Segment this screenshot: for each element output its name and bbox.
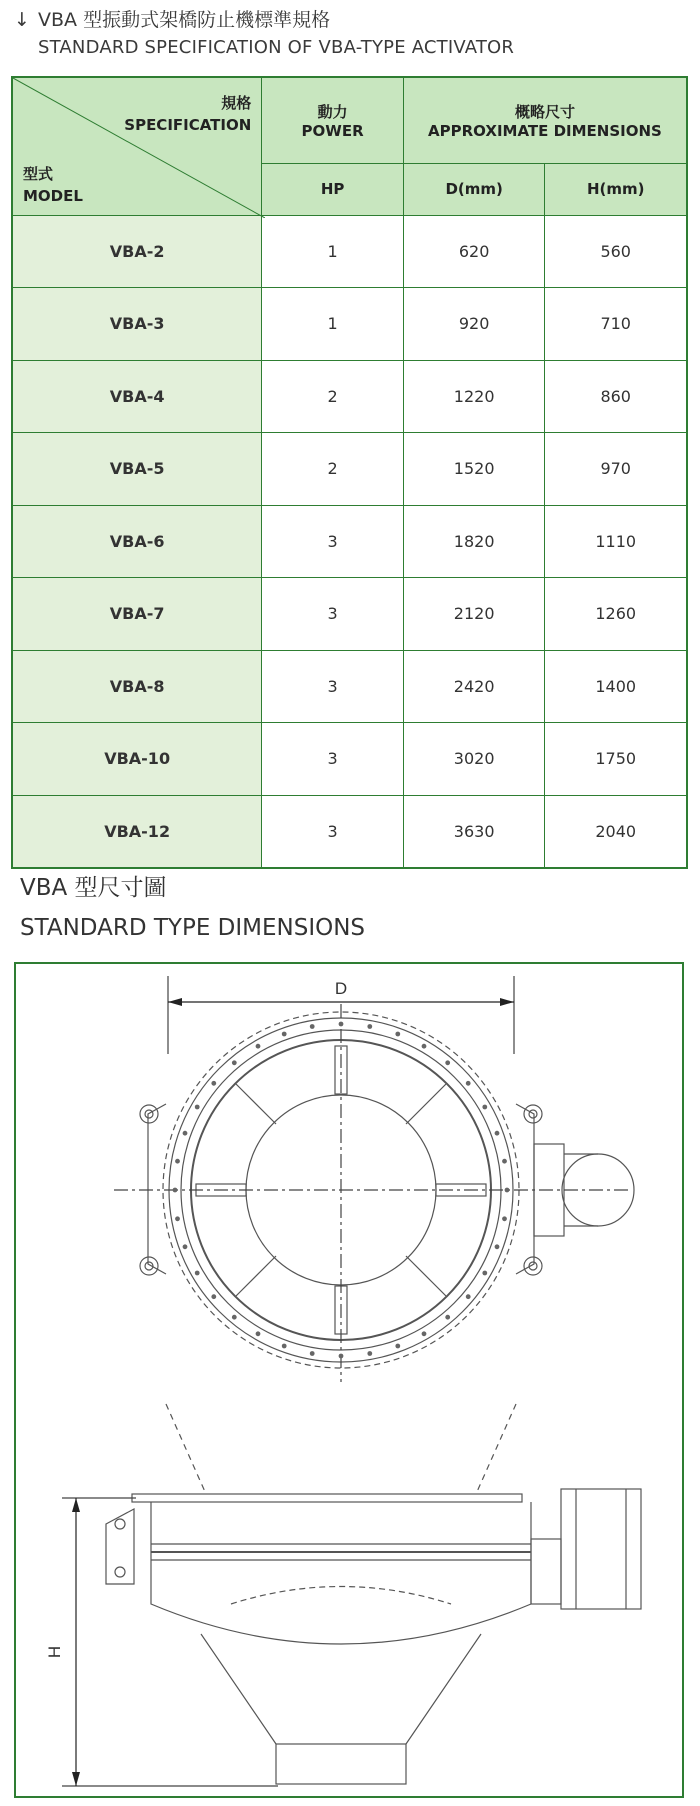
left-bracket [148,1104,166,1274]
bolt-hole [256,1331,261,1336]
technical-drawing [14,962,684,1798]
bolt-hole [422,1044,427,1049]
bolt-hole [395,1032,400,1037]
h-cell: 710 [545,288,687,361]
hp-cell: 3 [262,795,404,868]
drawing-svg [16,964,682,1796]
bolt-hole [445,1060,450,1065]
h-header: H(mm) [545,163,687,215]
h-arrow-top [72,1498,80,1512]
spec-table-body [12,215,687,868]
d-label: D [334,979,348,998]
activator-body [151,1502,531,1644]
power-header-zh: 動力 [317,102,348,121]
d-cell: 1820 [403,505,545,578]
bolt-hole [445,1315,450,1320]
d-cell: 1220 [403,360,545,433]
h-cell: 1400 [545,650,687,723]
d-cell: 3630 [403,795,545,868]
spec-model-header [12,77,262,215]
bolt-hole [367,1024,372,1029]
table-row [12,215,687,288]
table-row [12,795,687,868]
d-cell: 620 [403,215,545,288]
table-row [12,505,687,578]
side-motor-mount [531,1539,561,1604]
bolt-hole [183,1131,188,1136]
dimensions-header [403,77,687,163]
side-view [45,1404,641,1786]
bolt-hole [282,1032,287,1037]
dimensions-section-title [20,868,365,948]
right-bracket [516,1104,534,1274]
hopper-dashed-right [476,1404,516,1494]
bolt-hole [282,1344,287,1349]
title-en: STANDARD SPECIFICATION OF VBA-TYPE ACTIVATOR [38,37,515,58]
title-zh-text: VBA 型振動式架橋防止機標準規格 [38,9,331,31]
d-cell: 920 [403,288,545,361]
hp-header: HP [262,163,404,215]
bolt-hole [502,1216,507,1221]
top-flange [132,1494,522,1502]
h-cell: 560 [545,215,687,288]
hp-cell: 1 [262,288,404,361]
bolt-hole [495,1244,500,1249]
model-cell: VBA-10 [12,723,262,796]
bolt-hole [482,1105,487,1110]
bolt-hole [367,1351,372,1356]
bolt-hole [175,1216,180,1221]
discharge-outlet [276,1744,406,1784]
bolt-hole [232,1060,237,1065]
hp-cell: 2 [262,433,404,506]
bolt-hole [466,1081,471,1086]
h-label: H [45,1645,64,1659]
bolt-hole [211,1294,216,1299]
d-header: D(mm) [403,163,545,215]
spec-table [11,76,688,869]
top-view [114,976,634,1382]
bolt-hole [339,1354,344,1359]
title-zh [14,6,514,34]
section-title-en: STANDARD TYPE DIMENSIONS [20,915,366,941]
model-label [23,163,83,207]
discharge-cone [201,1634,481,1744]
d-cell: 2120 [403,578,545,651]
model-cell: VBA-12 [12,795,262,868]
bolt-hole [310,1024,315,1029]
model-cell: VBA-7 [12,578,262,651]
table-row [12,360,687,433]
table-row [12,288,687,361]
h-cell: 1260 [545,578,687,651]
side-left-bracket [106,1509,134,1584]
h-cell: 970 [545,433,687,506]
hopper-dashed-left [166,1404,206,1494]
dimensions-header-zh: 概略尺寸 [514,102,575,121]
h-arrow-bottom [72,1772,80,1786]
bolt-hole [495,1131,500,1136]
model-cell: VBA-4 [12,360,262,433]
bolt-hole [395,1344,400,1349]
bolt-hole [466,1294,471,1299]
hp-cell: 2 [262,360,404,433]
bolt-hole [505,1188,510,1193]
bolt-hole [310,1351,315,1356]
dimensions-header-en: APPROXIMATE DIMENSIONS [428,121,662,140]
inner-cone-dashed [231,1587,451,1605]
power-header [262,77,404,163]
model-cell: VBA-8 [12,650,262,723]
bolt-hole [256,1044,261,1049]
hp-cell: 3 [262,505,404,578]
bolt-hole [339,1022,344,1027]
hp-cell: 3 [262,723,404,796]
h-cell: 1750 [545,723,687,796]
model-cell: VBA-6 [12,505,262,578]
table-row [12,650,687,723]
spec-label [124,92,251,136]
model-cell: VBA-3 [12,288,262,361]
h-cell: 1110 [545,505,687,578]
model-cell: VBA-5 [12,433,262,506]
spec-label-zh: 規格 [221,94,252,112]
hp-cell: 3 [262,578,404,651]
table-row [12,723,687,796]
table-row [12,578,687,651]
bolt-hole [502,1159,507,1164]
bolt-hole [422,1331,427,1336]
bolt-hole [195,1105,200,1110]
side-motor [561,1489,641,1609]
bolt-hole [482,1271,487,1276]
model-label-en: MODEL [23,186,83,205]
bolt-hole [195,1271,200,1276]
bolt-hole [183,1244,188,1249]
d-cell: 2420 [403,650,545,723]
section-title-zh: VBA 型尺寸圖 [20,875,167,901]
down-arrow-icon: ↓ [14,9,30,31]
d-arrow-right [500,998,514,1006]
bolt-hole [173,1188,178,1193]
page-header [14,6,514,62]
bolt-hole [175,1159,180,1164]
model-label-zh: 型式 [23,164,54,183]
bolt-hole [232,1315,237,1320]
h-cell: 2040 [545,795,687,868]
d-arrow-left [168,998,182,1006]
spec-label-en: SPECIFICATION [124,116,252,134]
d-cell: 3020 [403,723,545,796]
model-cell: VBA-2 [12,215,262,288]
bolt-hole [211,1081,216,1086]
d-cell: 1520 [403,433,545,506]
hp-cell: 3 [262,650,404,723]
h-cell: 860 [545,360,687,433]
table-row [12,433,687,506]
hp-cell: 1 [262,215,404,288]
power-header-en: POWER [301,121,364,140]
